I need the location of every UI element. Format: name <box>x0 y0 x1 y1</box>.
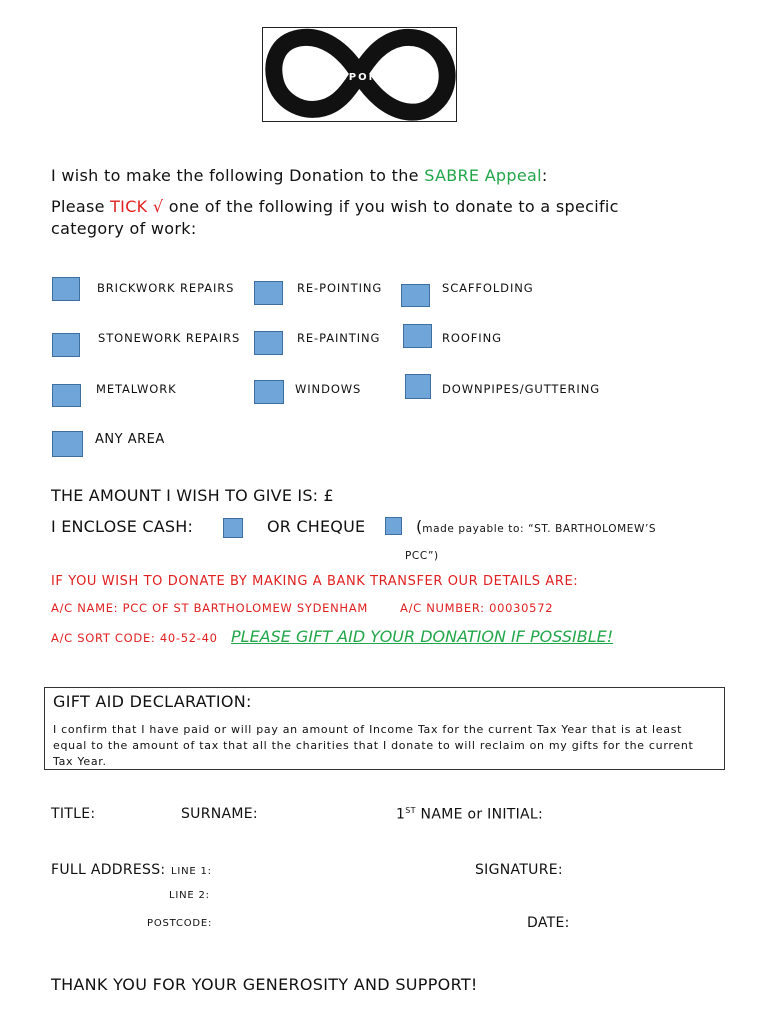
amount-label: THE AMOUNT I WISH TO GIVE IS: £ <box>51 486 334 505</box>
intro-line-2-suffix: one of the following if you wish to donate to a specific <box>163 197 619 216</box>
label-downpipes-guttering: DOWNPIPES/GUTTERING <box>442 382 601 396</box>
checkbox-brickwork-repairs[interactable] <box>52 277 80 301</box>
logo-text: RESPONSE <box>321 72 397 83</box>
checkbox-cash[interactable] <box>223 518 243 538</box>
cheque-label: OR CHEQUE <box>267 517 366 536</box>
infinity-logo-graphic <box>263 28 456 121</box>
label-metalwork: METALWORK <box>96 382 177 396</box>
checkbox-metalwork[interactable] <box>52 384 81 407</box>
thank-you-message: THANK YOU FOR YOUR GENEROSITY AND SUPPORT! <box>51 975 478 994</box>
date-label: DATE: <box>527 915 570 931</box>
full-address-label: FULL ADDRESS: <box>51 862 166 878</box>
checkbox-scaffolding[interactable] <box>401 284 430 307</box>
intro-line-1-suffix: : <box>541 166 548 185</box>
payable-open-paren: ( <box>416 517 423 536</box>
address-line-1-label: LINE 1: <box>171 866 212 877</box>
bank-transfer-heading: IF YOU WISH TO DONATE BY MAKING A BANK TRANSFER OUR DETAILS ARE: <box>51 574 579 589</box>
checkbox-re-painting[interactable] <box>254 331 283 355</box>
first-name-num: 1 <box>396 806 406 823</box>
first-name-rest: NAME or INITIAL: <box>415 806 544 823</box>
intro-line-3: category of work: <box>51 219 197 238</box>
intro-line-1 <box>51 166 548 185</box>
sabre-appeal-text: SABRE Appeal <box>424 166 542 185</box>
first-name-sup: ST <box>405 806 416 815</box>
gift-aid-declaration-title: GIFT AID DECLARATION: <box>53 692 252 711</box>
label-stonework-repairs: STONEWORK REPAIRS <box>98 331 241 345</box>
checkbox-downpipes-guttering[interactable] <box>405 374 431 399</box>
checkbox-re-pointing[interactable] <box>254 281 283 305</box>
label-brickwork-repairs: BRICKWORK REPAIRS <box>97 281 235 295</box>
postcode-label: POSTCODE: <box>147 918 213 929</box>
tick-instruction: TICK √ <box>110 197 164 216</box>
checkbox-cheque[interactable] <box>385 517 402 535</box>
gift-aid-prompt: PLEASE GIFT AID YOUR DONATION IF POSSIBLE! <box>231 627 614 646</box>
cash-label: I ENCLOSE CASH: <box>51 517 194 536</box>
label-any-area: ANY AREA <box>95 432 165 447</box>
surname-field-label: SURNAME: <box>181 806 258 822</box>
first-name-field-label <box>396 806 543 823</box>
payable-note <box>416 517 656 536</box>
sort-code: A/C SORT CODE: 40-52-40 <box>51 631 218 645</box>
gift-aid-declaration-text: I confirm that I have paid or will pay an amount of Income Tax for the current Tax Year that is at least equal to the amount of tax that all the charities that I donate to will reclaim on my gifts for the current Tax Year. <box>53 723 694 768</box>
label-scaffolding: SCAFFOLDING <box>442 281 534 295</box>
label-re-painting: RE-PAINTING <box>297 331 381 345</box>
response-logo <box>262 27 457 122</box>
intro-line-1-prefix: I wish to make the following Donation to the <box>51 166 425 185</box>
checkbox-windows[interactable] <box>254 380 284 404</box>
checkbox-any-area[interactable] <box>52 431 83 457</box>
intro-line-2-prefix: Please <box>51 197 111 216</box>
label-re-pointing: RE-POINTING <box>297 281 383 295</box>
signature-label: SIGNATURE: <box>475 862 563 878</box>
account-name: A/C NAME: PCC OF ST BARTHOLOMEW SYDENHAM <box>51 601 368 615</box>
account-number: A/C NUMBER: 00030572 <box>400 601 554 615</box>
title-field-label: TITLE: <box>51 806 96 822</box>
gift-aid-declaration-box <box>44 687 725 770</box>
label-roofing: ROOFING <box>442 331 502 345</box>
payable-continued: PCC”) <box>405 550 439 562</box>
payable-text: made payable to: “ST. BARTHOLOMEW’S <box>422 523 657 535</box>
checkbox-stonework-repairs[interactable] <box>52 333 80 357</box>
address-line-2-label: LINE 2: <box>169 890 210 901</box>
label-windows: WINDOWS <box>295 382 362 396</box>
checkbox-roofing[interactable] <box>403 324 432 348</box>
intro-line-2 <box>51 197 619 216</box>
